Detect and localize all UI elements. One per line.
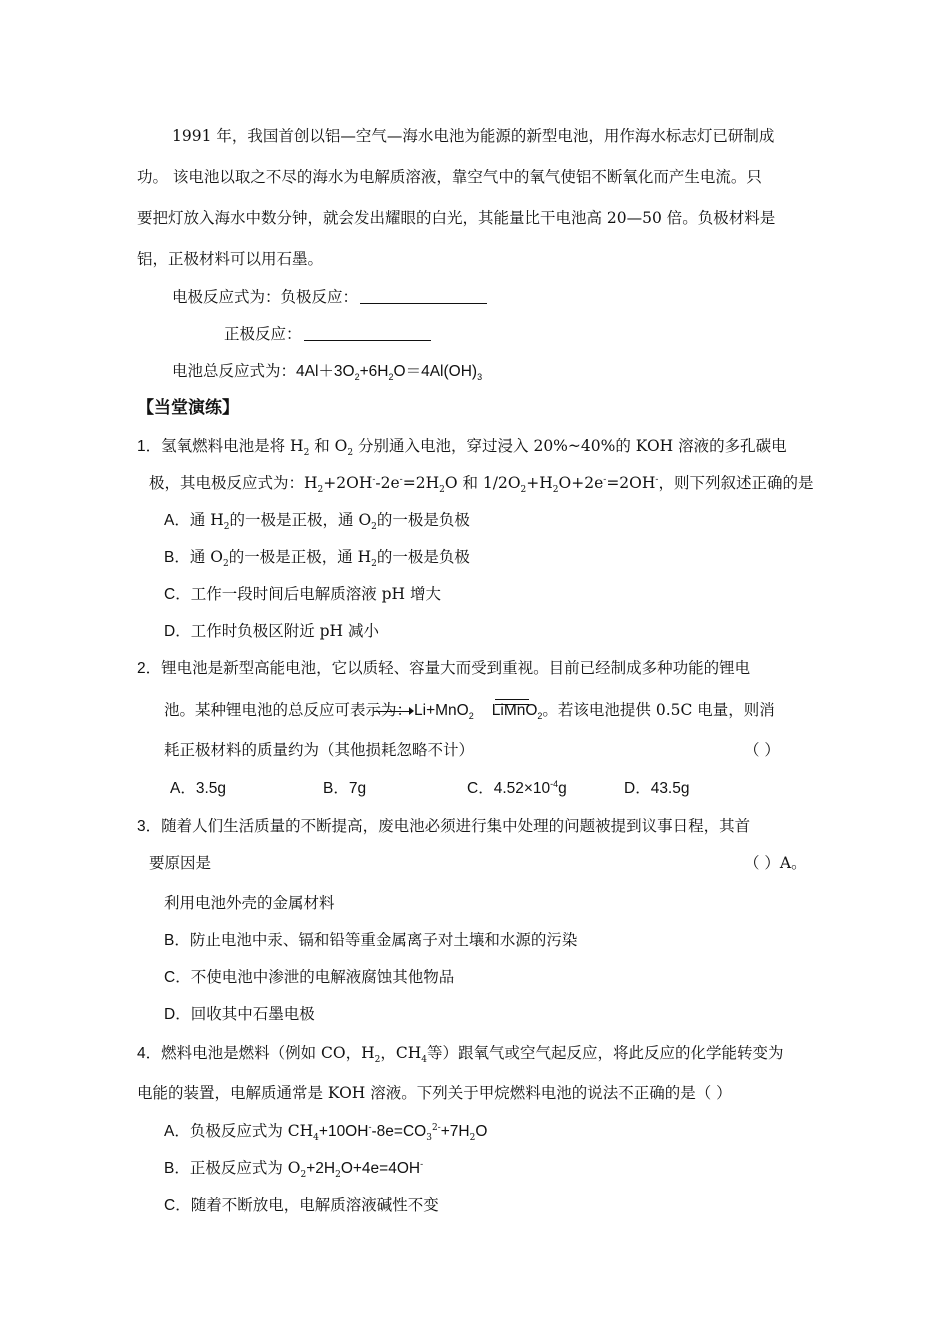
q4-line-1: 4．燃料电池是燃料（例如 CO，$H_2$，$CH_4$等）跟氧气或空气起反应，将此反应的化学能转变为 xyxy=(137,1044,784,1066)
q2-line-1: 2．锂电池是新型高能电池，它以质轻、容量大而受到重视。目前已经制成多种功能的锂电 xyxy=(137,659,751,677)
total-reaction-line: 电池总反应式为：$4Al+3O_2+6H_2O=4Al(OH)_3$ xyxy=(172,362,483,383)
intro-line-2: 功。 该电池以取之不尽的海水为电解质溶液，靠空气中的氧气使铝不断氧化而产生电流。只 xyxy=(137,168,762,186)
negative-electrode-line: 电极反应式为：负极反应： xyxy=(172,287,487,307)
q2-answer-paren[interactable]: （ ） xyxy=(744,741,780,759)
intro-line-3: 要把灯放入海水中数分钟，就会发出耀眼的白光，其能量比干电池高 20—50 倍。负极材料是 xyxy=(137,209,776,227)
q4-option-b[interactable]: B．正极反应式为 $O_2+2H_2O+4e=4OH^-$ xyxy=(164,1159,424,1181)
q1-option-a[interactable]: A．通 $H_2$的一极是正极，通 $O_2$的一极是负极 xyxy=(164,511,470,533)
q3-line-2: 要原因是 xyxy=(149,854,212,872)
q3-option-b[interactable]: B．防止电池中汞、镉和铅等重金属离子对土壤和水源的污染 xyxy=(164,931,578,949)
q2-option-b[interactable]: B．7g xyxy=(323,780,367,797)
positive-electrode-line: 正极反应： xyxy=(224,324,431,344)
intro-line-4: 铝，正极材料可以用石墨。 xyxy=(137,250,324,268)
q2-line-2: 池。某种锂电池的总反应可表示为： Li+MnO$_2$ LiMnO$_2$。若该电池提供 0.5C 电量，则消 xyxy=(164,701,775,722)
q1-option-d[interactable]: D．工作时负极区附近 pH 减小 xyxy=(164,622,379,640)
negative-electrode-blank[interactable] xyxy=(360,289,487,304)
q2-line-3: 耗正极材料的质量约为（其他损耗忽略不计） xyxy=(164,741,475,759)
q1-line-2: 极，其电极反应式为：$H_2+2OH^--2e^-=2H_2O$ 和 $1/2O_2+H_2O+2e^-=2OH^-$，则下列叙述正确的是 xyxy=(149,474,814,496)
q3-option-c[interactable]: C．不使电池中渗泄的电解液腐蚀其他物品 xyxy=(164,968,455,986)
q1-line-1: 1．氢氧燃料电池是将 $H_2$ 和 $O_2$ 分别通入电池，穿过浸入 20%~40%的 KOH 溶液的多孔碳电 xyxy=(137,437,787,459)
q1-option-b[interactable]: B．通 $O_2$的一极是正极，通 $H_2$的一极是负极 xyxy=(164,548,470,570)
q2-option-a[interactable]: A．3.5g xyxy=(170,780,227,797)
reversible-equals-icon xyxy=(495,699,529,705)
q1-option-c[interactable]: C．工作一段时间后电解质溶液 pH 增大 xyxy=(164,585,441,603)
q4-option-a[interactable]: A．负极反应式为 $CH_4+10OH^--8e=CO_3^{2-}+7H_2O$ xyxy=(164,1122,488,1144)
section-title: 【当堂演练】 xyxy=(137,398,239,418)
q2-option-c[interactable]: C．$4.52\times 10^{-4}g$ xyxy=(467,778,567,797)
q3-option-d[interactable]: D．回收其中石墨电极 xyxy=(164,1005,315,1023)
intro-line-1: 1991 年，我国首创以铝—空气—海水电池为能源的新型电池，用作海水标志灯已研制成 xyxy=(172,127,775,145)
reaction-arrow-icon xyxy=(374,705,414,717)
q4-option-c[interactable]: C．随着不断放电，电解质溶液碱性不变 xyxy=(164,1196,439,1214)
q4-line-2: 电能的装置，电解质通常是 KOH 溶液。下列关于甲烷燃料电池的说法不正确的是（ ） xyxy=(137,1084,732,1102)
q2-option-d[interactable]: D．43.5g xyxy=(624,780,690,797)
positive-electrode-blank[interactable] xyxy=(304,326,431,341)
q3-line-1: 3．随着人们生活质量的不断提高，废电池必须进行集中处理的问题被提到议事日程，其首 xyxy=(137,817,751,835)
q3-answer-paren[interactable]: （ ）A。 xyxy=(744,854,807,872)
q3-option-a[interactable]: 利用电池外壳的金属材料 xyxy=(164,894,335,912)
